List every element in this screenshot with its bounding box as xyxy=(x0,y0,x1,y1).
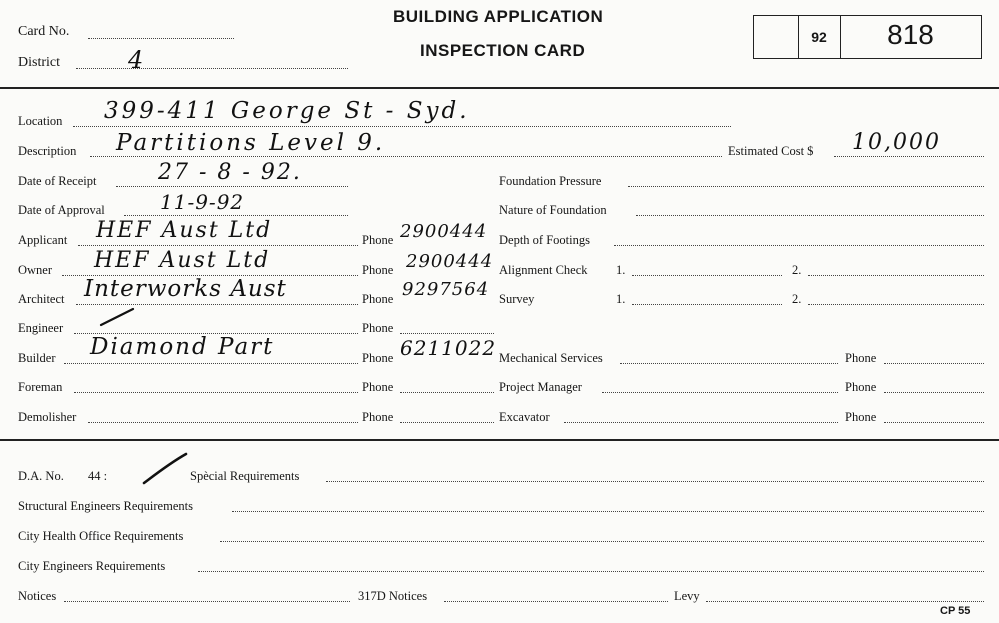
card-no-label: Card No. xyxy=(18,24,70,39)
description-label: Description xyxy=(18,144,77,158)
depth-of-footings-label: Depth of Footings xyxy=(499,233,590,247)
demolisher-field[interactable] xyxy=(88,422,358,423)
applicant-field[interactable] xyxy=(78,245,358,246)
special-requirements-label: Spècial Requirements xyxy=(190,469,300,483)
owner-value: HEF Aust Ltd xyxy=(94,248,271,273)
structural-engineers-field[interactable] xyxy=(232,511,984,512)
excavator-field[interactable] xyxy=(564,422,838,423)
engineer-dash-mark xyxy=(98,306,138,328)
mechanical-services-phone-field[interactable] xyxy=(884,363,984,364)
project-manager-field[interactable] xyxy=(602,392,838,393)
architect-value: Interworks Aust xyxy=(84,276,287,302)
demolisher-phone-field[interactable] xyxy=(400,422,494,423)
foreman-phone-field[interactable] xyxy=(400,392,494,393)
alignment-check-1-field[interactable] xyxy=(632,275,782,276)
district-value: 4 xyxy=(128,46,145,74)
architect-phone-value: 9297564 xyxy=(402,279,490,300)
card-year: 92 xyxy=(811,29,827,45)
levy-label: Levy xyxy=(674,589,700,603)
excavator-phone-label: Phone xyxy=(845,410,877,424)
description-value: Partitions Level 9. xyxy=(116,130,386,156)
notices-317d-label: 317D Notices xyxy=(358,589,428,603)
notices-field[interactable] xyxy=(64,601,350,602)
date-of-approval-label: Date of Approval xyxy=(18,203,105,217)
estimated-cost-label: Estimated Cost $ xyxy=(728,144,814,158)
card-no-field[interactable] xyxy=(88,38,234,39)
applicant-phone-value: 2900444 xyxy=(400,221,488,242)
owner-phone-value: 2900444 xyxy=(406,251,494,272)
foundation-pressure-label: Foundation Pressure xyxy=(499,174,602,188)
depth-of-footings-field[interactable] xyxy=(614,245,984,246)
builder-field[interactable] xyxy=(64,363,358,364)
demolisher-phone-label: Phone xyxy=(362,410,394,424)
foundation-pressure-field[interactable] xyxy=(628,186,984,187)
foreman-label: Foreman xyxy=(18,380,63,394)
location-label: Location xyxy=(18,114,63,128)
alignment-check-2-field[interactable] xyxy=(808,275,984,276)
survey-1-field[interactable] xyxy=(632,304,782,305)
city-health-label: City Health Office Requirements xyxy=(18,529,184,543)
estimated-cost-value: 10,000 xyxy=(852,130,941,155)
engineer-label: Engineer xyxy=(18,321,64,335)
project-manager-phone-label: Phone xyxy=(845,380,877,394)
alignment-check-label: Alignment Check xyxy=(499,263,588,277)
city-health-field[interactable] xyxy=(220,541,984,542)
excavator-label: Excavator xyxy=(499,410,550,424)
da-check-mark xyxy=(140,450,190,488)
nature-of-foundation-label: Nature of Foundation xyxy=(499,203,607,217)
architect-phone-label: Phone xyxy=(362,292,394,306)
builder-value: Diamond Part xyxy=(90,334,275,360)
title-line1: BUILDING APPLICATION xyxy=(393,7,604,26)
applicant-label: Applicant xyxy=(18,233,68,247)
date-of-receipt-field[interactable] xyxy=(116,186,348,187)
architect-label: Architect xyxy=(18,292,65,306)
da-no-label: D.A. No. xyxy=(18,469,64,483)
date-of-receipt-value: 27 - 8 - 92. xyxy=(158,160,302,185)
estimated-cost-field[interactable] xyxy=(834,156,984,157)
mechanical-services-phone-label: Phone xyxy=(845,351,877,365)
mechanical-services-field[interactable] xyxy=(620,363,838,364)
location-value: 399-411 George St - Syd. xyxy=(104,98,470,124)
date-of-receipt-label: Date of Receipt xyxy=(18,174,97,188)
district-label: District xyxy=(18,55,60,70)
foreman-field[interactable] xyxy=(74,392,358,393)
date-of-approval-field[interactable] xyxy=(124,215,348,216)
city-engineers-field[interactable] xyxy=(198,571,984,572)
engineer-phone-label: Phone xyxy=(362,321,394,335)
survey-2-field[interactable] xyxy=(808,304,984,305)
applicant-phone-label: Phone xyxy=(362,233,394,247)
structural-engineers-label: Structural Engineers Requirements xyxy=(18,499,193,513)
header-divider xyxy=(0,87,999,89)
location-field[interactable] xyxy=(73,126,731,127)
survey-label: Survey xyxy=(499,292,535,306)
notices-label: Notices xyxy=(18,589,57,603)
card-number: 818 xyxy=(887,19,934,50)
date-of-approval-value: 11-9-92 xyxy=(160,190,245,214)
project-manager-label: Project Manager xyxy=(499,380,582,394)
levy-field[interactable] xyxy=(706,601,984,602)
demolisher-label: Demolisher xyxy=(18,410,77,424)
builder-label: Builder xyxy=(18,351,56,365)
excavator-phone-field[interactable] xyxy=(884,422,984,423)
survey-2-label: 2. xyxy=(792,292,802,306)
owner-phone-label: Phone xyxy=(362,263,394,277)
form-code: CP 55 xyxy=(940,605,971,617)
architect-field[interactable] xyxy=(76,304,358,305)
builder-phone-label: Phone xyxy=(362,351,394,365)
applicant-value: HEF Aust Ltd xyxy=(96,218,273,243)
mechanical-services-label: Mechanical Services xyxy=(499,351,603,365)
owner-label: Owner xyxy=(18,263,53,277)
special-requirements-field[interactable] xyxy=(326,481,984,482)
engineer-phone-field[interactable] xyxy=(400,333,494,334)
notices-317d-field[interactable] xyxy=(444,601,668,602)
alignment-check-1-label: 1. xyxy=(616,263,626,277)
district-field[interactable] xyxy=(76,68,348,69)
foreman-phone-label: Phone xyxy=(362,380,394,394)
description-field[interactable] xyxy=(90,156,722,157)
nature-of-foundation-field[interactable] xyxy=(636,215,984,216)
title-line2: INSPECTION CARD xyxy=(420,41,586,60)
section-divider xyxy=(0,439,999,441)
builder-phone-value: 6211022 xyxy=(400,336,497,360)
card-number-box xyxy=(753,15,982,59)
da-no-value: 44 : xyxy=(88,469,108,483)
survey-1-label: 1. xyxy=(616,292,626,306)
project-manager-phone-field[interactable] xyxy=(884,392,984,393)
alignment-check-2-label: 2. xyxy=(792,263,802,277)
city-engineers-label: City Engineers Requirements xyxy=(18,559,166,573)
